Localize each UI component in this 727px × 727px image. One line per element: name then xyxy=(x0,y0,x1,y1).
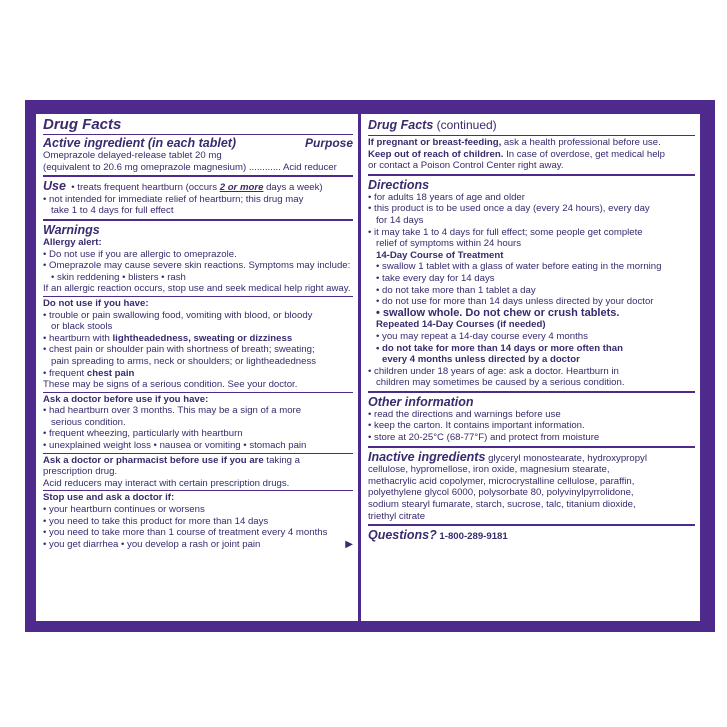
do-not-use-line: • chest pain or shoulder pain with shortness of breath; sweating; xyxy=(43,344,315,356)
ask-pharmacist-line: Acid reducers may interact with certain prescription drugs. xyxy=(43,477,290,489)
do-not-use-line: or black stools xyxy=(51,321,113,333)
use-heading: Use xyxy=(43,179,66,194)
other-information-line: • store at 20-25°C (68-77°F) and protect from moisture xyxy=(368,432,600,444)
do-not-use-emphasis: chest pain xyxy=(86,367,135,379)
do-not-use-line: • frequent xyxy=(43,367,87,379)
do-not-use-line: • trouble or pain swallowing food, vomiting with blood, or bloody xyxy=(43,309,313,321)
directions-line: relief of symptoms within 24 hours xyxy=(376,238,522,250)
questions-heading: Questions? xyxy=(368,528,437,543)
right-column xyxy=(361,114,700,621)
inactive-ingredients-line: polyethylene glycol 6000, polysorbate 80, polyvinylpyrrolidone, xyxy=(368,487,634,499)
other-information-line: • keep the carton. It contains important information. xyxy=(368,420,585,432)
directions-section xyxy=(368,176,695,393)
continued-section xyxy=(368,114,695,176)
ask-doctor-line: • frequent wheezing, particularly with heartburn xyxy=(43,428,243,440)
ask-pharmacist-line: prescription drug. xyxy=(43,466,118,478)
swallow-whole-line: • swallow whole. Do not chew or crush tablets. xyxy=(376,306,620,319)
do-not-use-line: pain spreading to arms, neck or shoulders; or lightheadedness xyxy=(51,355,317,367)
do-not-use-emphasis: lightheadedness, sweating or dizziness xyxy=(112,332,293,344)
keep-out-heading: Keep out of reach of children. xyxy=(368,148,504,160)
directions-heading: Directions xyxy=(368,177,430,192)
purpose-heading: Purpose xyxy=(304,136,353,150)
inactive-ingredients-line: triethyl citrate xyxy=(368,510,426,522)
stop-use-line: • you need to take more than 1 course of treatment every 4 months xyxy=(43,527,328,539)
do-not-use-line: These may be signs of a serious condition. See your doctor. xyxy=(43,379,298,391)
use-line: days a week) xyxy=(263,182,323,194)
allergy-line: • Omeprazole may cause severe skin reactions. Symptoms may include: xyxy=(43,260,351,272)
drug-facts-panel xyxy=(34,112,702,623)
left-column xyxy=(36,114,361,621)
inactive-ingredients-heading: Inactive ingredients xyxy=(368,449,486,464)
active-ingredient-header-row xyxy=(43,134,353,150)
do-not-use-heading: Do not use if you have: xyxy=(43,296,353,310)
other-information-heading: Other information xyxy=(368,394,474,409)
keep-out-line: or contact a Poison Control Center right away. xyxy=(368,160,564,172)
inactive-ingredients-line: sodium stearyl fumarate, starch, sucrose, talc, titanium dioxide, xyxy=(368,499,636,511)
active-ingredient-section xyxy=(43,114,353,177)
stop-use-heading: Stop use and ask a doctor if: xyxy=(43,490,353,504)
repeated-line: • do not take for more than 14 days or more often than xyxy=(376,342,623,354)
pregnant-heading: If pregnant or breast-feeding, xyxy=(368,137,502,148)
active-ingredient-line: Omeprazole delayed-release tablet 20 mg xyxy=(43,150,222,161)
active-ingredient-heading: Active ingredient (in each tablet) xyxy=(43,136,237,150)
inactive-ingredients-line: methacrylic acid copolymer, microcrystalline cellulose, paraffin, xyxy=(368,475,635,487)
directions-line: for 14 days xyxy=(376,214,424,226)
course-line: • swallow 1 tablet with a glass of water before eating in the morning xyxy=(376,261,662,273)
repeated-line: every 4 months unless directed by a doctor xyxy=(382,354,580,366)
course-line: • do not use for more than 14 days unless directed by your doctor xyxy=(376,296,654,308)
continue-arrow-icon: ▶ xyxy=(345,538,353,550)
stop-use-line: • your heartburn continues or worsens xyxy=(43,504,205,516)
stop-use-line: • you need to take this product for more than 14 days xyxy=(43,515,269,527)
children-line: • children under 18 years of age: ask a doctor. Heartburn in xyxy=(368,365,619,377)
do-not-use-line: • heartburn with xyxy=(43,332,113,344)
course-heading: 14-Day Course of Treatment xyxy=(376,249,504,261)
keep-out-line: In case of overdose, get medical help xyxy=(503,148,665,160)
active-ingredient-line: (equivalent to 20.6 mg omeprazole magnesium) ............ Acid reducer xyxy=(43,161,337,173)
repeated-line: • you may repeat a 14-day course every 4 months xyxy=(376,330,588,342)
directions-line: • it may take 1 to 4 days for full effect; some people get complete xyxy=(368,226,643,238)
other-information-section xyxy=(368,393,695,448)
warnings-section xyxy=(43,221,353,552)
ask-doctor-heading: Ask a doctor before use if you have: xyxy=(43,392,353,406)
directions-line: • this product is to be used once a day (every 24 hours), every day xyxy=(368,203,650,215)
directions-line: • for adults 18 years of age and older xyxy=(368,191,525,203)
ask-pharmacist-line: taking a xyxy=(263,454,301,466)
drug-facts-box xyxy=(25,100,715,632)
use-line: • treats frequent heartburn (occurs xyxy=(71,182,220,194)
questions-phone: 1-800-289-9181 xyxy=(436,531,508,543)
allergy-symptoms: • skin reddening • blisters • rash xyxy=(51,271,186,283)
inactive-ingredients-line: cellulose, hypromellose, iron oxide, magnesium stearate, xyxy=(368,464,610,476)
use-emphasis: 2 or more xyxy=(219,182,264,194)
questions-section xyxy=(368,526,695,545)
warnings-heading: Warnings xyxy=(43,222,100,237)
inactive-ingredients-line: glyceryl monostearate, hydroxypropyl xyxy=(485,452,647,464)
pregnant-line: ask a health professional before use. xyxy=(501,137,661,148)
repeated-courses-heading: Repeated 14-Day Courses (if needed) xyxy=(376,319,546,331)
allergy-stop-line: If an allergic reaction occurs, stop use and seek medical help right away. xyxy=(43,283,351,295)
course-line: • do not take more than 1 tablet a day xyxy=(376,284,536,296)
course-line: • take every day for 14 days xyxy=(376,272,495,284)
drug-facts-title: Drug Facts xyxy=(43,116,122,133)
children-line: children may sometimes be caused by a serious condition. xyxy=(376,377,625,389)
use-line: • not intended for immediate relief of heartburn; this drug may xyxy=(43,193,304,205)
inactive-ingredients-section xyxy=(368,448,695,527)
allergy-line: • Do not use if you are allergic to omeprazole. xyxy=(43,248,237,260)
ask-doctor-line: serious condition. xyxy=(51,416,126,428)
ask-pharmacist-heading: Ask a doctor or pharmacist before use if you are xyxy=(43,454,264,466)
allergy-alert-heading: Allergy alert: xyxy=(43,236,102,248)
ask-doctor-line: • had heartburn over 3 months. This may be a sign of a more xyxy=(43,405,302,417)
other-information-line: • read the directions and warnings before use xyxy=(368,408,561,420)
use-line: take 1 to 4 days for full effect xyxy=(51,205,174,217)
stop-use-line: • you get diarrhea • you develop a rash or joint pain xyxy=(43,538,261,550)
ask-doctor-line: • unexplained weight loss • nausea or vomiting • stomach pain xyxy=(43,440,307,452)
drug-facts-continued-title: Drug Facts xyxy=(368,118,434,132)
continued-label: (continued) xyxy=(433,118,497,132)
use-section xyxy=(43,177,353,221)
